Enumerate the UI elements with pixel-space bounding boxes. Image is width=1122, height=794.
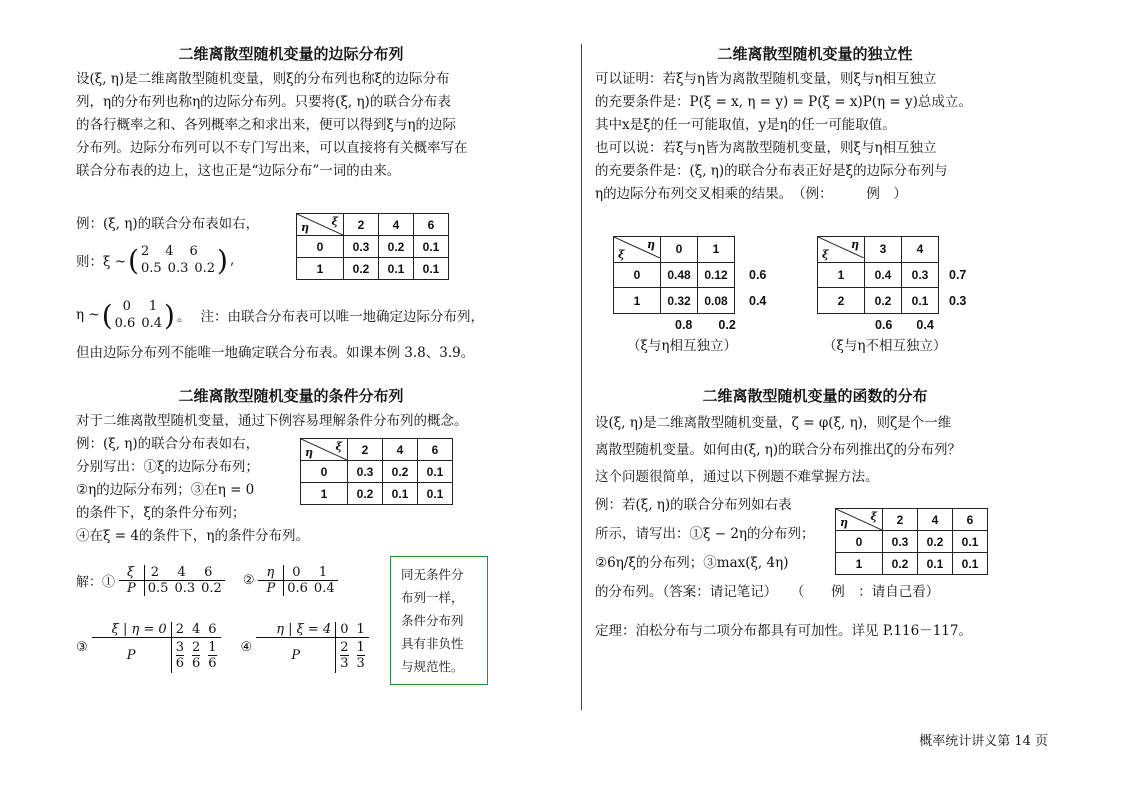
table-header-cell: 2 (344, 214, 379, 236)
paragraph: 对于二维离散型随机变量，通过下例容易理解条件分布列的概念。 (76, 413, 468, 429)
note-text: 但由边际分布列不能唯一地确定联合分布表。如课本例 3.8、3.9。 (76, 345, 475, 361)
table-row-label: 0 (836, 531, 883, 553)
paragraph: 的条件下，ξ的条件分布列； (76, 505, 246, 521)
section-title-conditional: 二维离散型随机变量的条件分布列 (178, 387, 404, 405)
table-cell: 0.32 (661, 288, 698, 314)
paragraph: 例：若(ξ, η)的联合分布列如右表 (595, 497, 792, 513)
table-cell: 0.2 (379, 236, 414, 258)
table-row-label: 0 (301, 461, 348, 483)
table-header-cell: 2 (348, 439, 383, 461)
table-row (614, 288, 735, 314)
table-header-cell: 4 (379, 214, 414, 236)
independence-table-a: η ξ 0 1 0 0.48 0.12 1 0.32 0.08 0.6 0.4 0.8 0.2 （ξ与η相互独立） (613, 236, 766, 354)
table-row-label: 1 (836, 553, 883, 575)
paragraph: 列，η的分布列也称η的边际分布列。只要将(ξ, η)的联合分布表 (76, 94, 451, 110)
table-cell: 0.2 (348, 483, 383, 505)
table-header-cell: 6 (953, 509, 988, 531)
example-line (76, 212, 259, 232)
table-row-label: 1 (297, 258, 344, 280)
table-cell: 0.08 (698, 288, 735, 314)
xi-label: 则：ξ ~ (76, 254, 127, 270)
dist-table-2: η 0 1 P 0.6 0.4 (258, 565, 337, 596)
table-cell: 0.1 (418, 483, 453, 505)
table-row-label: 1 (818, 262, 865, 288)
paragraph: 也可以说：若ξ与η皆为离散型随机变量，则ξ与η相互独立 (595, 140, 937, 156)
table-cell: 0.12 (698, 262, 735, 288)
table-cell: 0.1 (918, 553, 953, 575)
section-title-function: 二维离散型随机变量的函数的分布 (702, 387, 928, 405)
table-cell: 0.2 (344, 258, 379, 280)
paragraph: 的各行概率之和、各列概率之和求出来，便可以得到ξ与η的边际 (76, 117, 457, 133)
table-cell: 0.2 (383, 461, 418, 483)
table-cell: 0.1 (383, 483, 418, 505)
table-corner-cell: η ξ (818, 237, 865, 263)
table-cell: 0.48 (661, 262, 698, 288)
table-row-label: 0 (614, 262, 661, 288)
table-cell: 0.3 (883, 531, 918, 553)
paragraph: 其中x是ξ的任一可能取值，y是η的任一可能取值。 (595, 117, 896, 133)
paragraph: 分别写出：①ξ的边际分布列； (76, 459, 259, 475)
table-row (301, 483, 453, 505)
paragraph: ④在ξ = 4的条件下，η的条件分布列。 (76, 528, 310, 544)
table-cell: 0.3 (344, 236, 379, 258)
table-cell: 0.1 (414, 258, 449, 280)
joint-table-3 (835, 508, 988, 575)
table-header-cell: 6 (418, 439, 453, 461)
table-cell: 0.2 (883, 553, 918, 575)
table-header-cell: 4 (918, 509, 953, 531)
paragraph: 设(ξ, η)是二维离散型随机变量，ζ = φ(ξ, η)，则ζ是个一维 (595, 415, 952, 431)
table-header-cell: 1 (698, 237, 735, 263)
example-text: 例：(ξ, η)的联合分布表如右， (76, 216, 260, 232)
joint-table-2 (300, 438, 453, 505)
paragraph: 离散型随机变量。如何由(ξ, η)的联合分布列推出ζ的分布列？ (595, 442, 961, 458)
table-row-label: 1 (301, 483, 348, 505)
table-row (301, 461, 453, 483)
solution-row-2: ③ ξ | η = 0 2 4 6 P $\frac{3}{6}$ $\frac{2}{6}$ $\frac{1}{6}$ ④ η | ξ = 4 0 1 P $\frac{2}{3}$ $\frac{1}{3}$ (76, 622, 369, 673)
table-row (297, 236, 449, 258)
table-row (818, 288, 939, 314)
paragraph: ②η的边际分布列；③在η = 0 (76, 482, 255, 498)
paragraph: 联合分布表的边上，这也正是“边际分布”一词的由来。 (76, 163, 401, 179)
theorem-text: 定理：泊松分布与二项分布都具有可加性。详见 P.116－117。 (595, 623, 972, 639)
table-row (836, 553, 988, 575)
table-cell: 0.3 (348, 461, 383, 483)
left-column (76, 40, 506, 674)
joint-table-1 (296, 213, 449, 280)
table-header-cell: 0 (661, 237, 698, 263)
xi-distribution: 则：ξ ~ ( 2 4 6 0.5 0.3 0.2 ) , (76, 243, 235, 277)
table-corner-cell: ξ η (836, 509, 883, 531)
eta-label: η ~ (76, 307, 100, 323)
table-row (614, 262, 735, 288)
table-cell: 0.3 (902, 262, 939, 288)
table-corner-cell: η ξ (614, 237, 661, 263)
section-title-marginal: 二维离散型随机变量的边际分布列 (178, 45, 404, 63)
right-column (595, 40, 1035, 639)
table-header-cell: 4 (383, 439, 418, 461)
paragraph: 的分布列。（答案：请记笔记） （ 例 ：请自己看） (595, 584, 940, 600)
table-corner-cell: ξ η (297, 214, 344, 236)
table-cell: 0.1 (414, 236, 449, 258)
caption: （ξ与η不相互独立） (823, 338, 947, 354)
paragraph: 的充要条件是：(ξ, η)的联合分布表正好是ξ的边际分布列与 (595, 163, 948, 179)
table-cell: 0.1 (418, 461, 453, 483)
paragraph: 的充要条件是：P(ξ = x, η = y) = P(ξ = x)P(η = y)总成立。 (595, 94, 972, 110)
paragraph: η的边际分布列交叉相乘的结果。 （例： 例 ） (595, 186, 907, 202)
page-footer: 概率统计讲义第 14 页 (919, 734, 1048, 749)
column-divider (581, 44, 582, 710)
table-row (297, 258, 449, 280)
table-cell: 0.2 (865, 288, 902, 314)
table-row (836, 531, 988, 553)
table-cell: 0.4 (865, 262, 902, 288)
paragraph: 分布列。边际分布列可以不专门写出来，可以直接将有关概率写在 (76, 140, 468, 156)
table-row-label: 1 (614, 288, 661, 314)
table-header-cell: 2 (883, 509, 918, 531)
table-cell: 0.1 (379, 258, 414, 280)
solution-row-1: 解：① ξ 2 4 6 P 0.5 0.3 0.2 ② η 0 1 P 0.6 0.4 (76, 565, 338, 596)
paragraph: 设(ξ, η)是二维离散型随机变量，则ξ的分布列也称ξ的边际分布 (76, 71, 450, 87)
paragraph: 例：(ξ, η)的联合分布表如右， (76, 436, 260, 452)
table-header-cell: 3 (865, 237, 902, 263)
eta-distribution: η ~ ( 0 1 0.6 0.4 ) 。 注：由联合分布表可以唯一地确定边际分布列， (76, 298, 484, 332)
table-corner-cell: ξ η (301, 439, 348, 461)
table-cell: 0.1 (953, 531, 988, 553)
note-box: 同无条件分 布列一样， 条件分布列 具有非负性 与规范性。 (390, 556, 488, 685)
table-header-cell: 4 (902, 237, 939, 263)
table-row (818, 262, 939, 288)
note-text: 注：由联合分布表可以唯一地确定边际分布列， (200, 309, 484, 325)
paragraph: 这个问题很简单，通过以下例题不难掌握方法。 (595, 469, 879, 485)
section-title-independence: 二维离散型随机变量的独立性 (717, 45, 913, 63)
paragraph: 所示，请写出：①ξ − 2η的分布列； (595, 526, 815, 542)
independence-table-b: η ξ 3 4 1 0.4 0.3 2 0.2 0.1 0.7 0.3 0.6 0.4 （ξ与η不相互独立） (817, 236, 966, 354)
dist-table-4: η | ξ = 4 0 1 P $\frac{2}{3}$ $\frac{1}{3}$ (256, 622, 369, 673)
table-cell: 0.1 (902, 288, 939, 314)
caption: （ξ与η相互独立） (627, 338, 738, 354)
table-header-cell: 6 (414, 214, 449, 236)
paragraph: ②6η/ξ的分布列；③max(ξ, 4η) (595, 555, 789, 571)
table-row-label: 0 (297, 236, 344, 258)
table-cell: 0.2 (918, 531, 953, 553)
dist-table-1: ξ 2 4 6 P 0.5 0.3 0.2 (119, 565, 225, 596)
dist-table-3: ξ | η = 0 2 4 6 P $\frac{3}{6}$ $\frac{2}{6}$ $\frac{1}{6}$ (92, 622, 221, 673)
table-cell: 0.1 (953, 553, 988, 575)
table-row-label: 2 (818, 288, 865, 314)
paragraph: 可以证明：若ξ与η皆为离散型随机变量，则ξ与η相互独立 (595, 71, 937, 87)
